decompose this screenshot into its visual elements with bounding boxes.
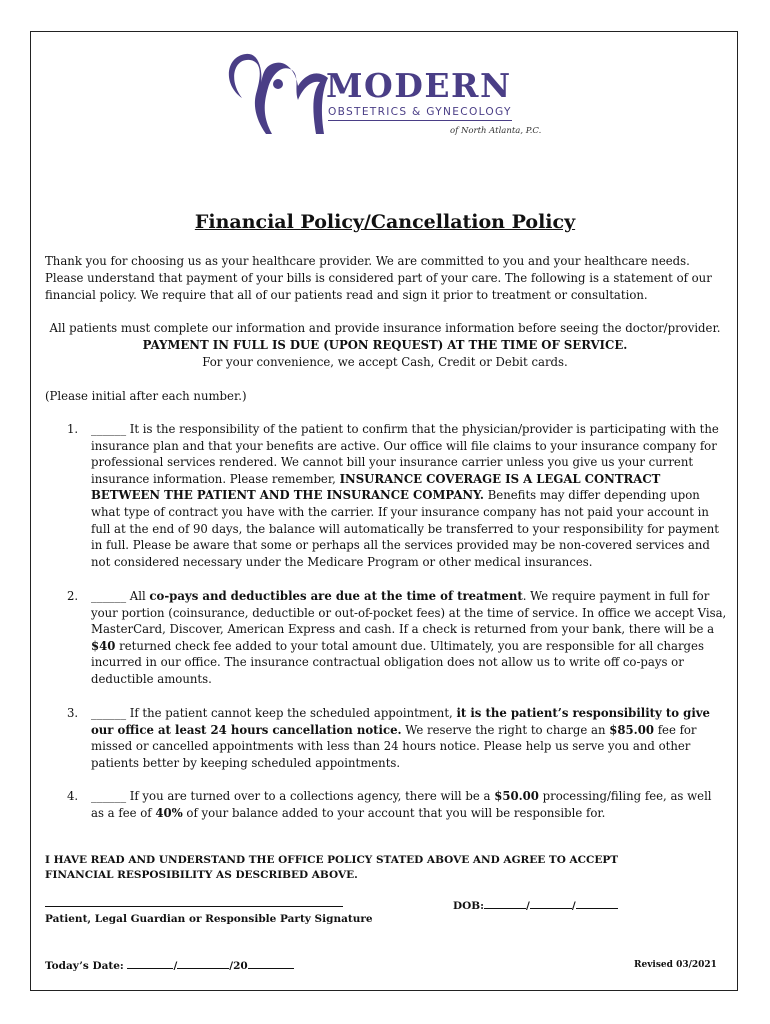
item-bold-text: INSURANCE COVERAGE IS A LEGAL CONTRACT BETWEEN THE PATIENT AND THE INSURANCE COMPANY. <box>91 471 661 503</box>
initial-blank: ______ <box>91 706 127 720</box>
item-bold-text: it is the patient’s responsibility to give our office at least 24 hours cancellation notice. <box>91 706 710 737</box>
item-text: returned check fee added to your total amount due. Ultimately, you are responsible for all charges incurred in our office. The insurance contractual obligation does not allow us to write off co-pays or deductible amounts. <box>91 638 704 686</box>
item-text: If you are turned over to a collections agency, there will be a <box>126 789 495 803</box>
item-text: fee for missed or cancelled appointments with less than 24 hours notice. Please help us serve you and other patients better by keeping scheduled appointments. <box>91 722 697 770</box>
notice-line-3: For your convenience, we accept Cash, Credit or Debit cards. <box>202 355 568 369</box>
item-text: If the patient cannot keep the scheduled appointment, <box>126 706 457 720</box>
page-title: Financial Policy/Cancellation Policy <box>194 211 576 233</box>
acknowledgement-statement: I HAVE READ AND UNDERSTAND THE OFFICE POLICY STATED ABOVE AND AGREE TO ACCEPT FINANCIAL RESPOSIBILITY AS DESCRIBED ABOVE. <box>45 854 619 881</box>
item-text: of your balance added to your account that you will be responsible for. <box>182 805 606 820</box>
initial-note: (Please initial after each number.) <box>45 389 247 403</box>
item-number: 3. <box>67 706 79 720</box>
revision-date: Revised 03/2021 <box>634 960 717 970</box>
policy-item-1 <box>45 421 728 570</box>
item-bold-text: $50.00 <box>494 789 539 803</box>
date-label: Today’s Date: <box>45 960 124 972</box>
practice-logo <box>220 50 560 145</box>
policy-item-2 <box>45 588 728 688</box>
dob-label: DOB: <box>453 900 485 912</box>
item-number: 2. <box>67 589 79 603</box>
item-text: . We require payment in full for your portion (coinsurance, deductible or out-of-pocket fees) at the time of service. In office we accept Visa, MasterCard, Discover, American Express and cash. If a check is returned from your bank, there will be a <box>91 589 727 637</box>
policy-item-4 <box>45 788 728 821</box>
signature-line[interactable] <box>45 896 343 910</box>
initial-blank: ______ <box>91 789 127 803</box>
logo-subtitle: OBSTETRICS & GYNECOLOGY <box>328 106 512 121</box>
item-text: All <box>126 589 150 603</box>
notice-line-2: PAYMENT IN FULL IS DUE (UPON REQUEST) AT THE TIME OF SERVICE. <box>142 338 628 352</box>
figure-logo-icon <box>220 50 330 145</box>
logo-name: MODERN <box>326 66 512 105</box>
item-bold-text: 40% <box>155 805 183 820</box>
date-year-prefix: 20 <box>233 960 248 972</box>
item-bold-text: $40 <box>91 638 116 653</box>
signature-label: Patient, Legal Guardian or Responsible Party Signature <box>45 913 373 925</box>
item-bold-text: co-pays and deductibles are due at the time of treatment <box>149 589 523 603</box>
item-text: processing/filing fee, as well as a fee of <box>91 789 712 820</box>
notice-line-1: All patients must complete our information and provide insurance information before seeing the doctor/provider. <box>49 321 721 335</box>
initial-blank: ______ <box>91 422 127 436</box>
dob-field[interactable]: DOB: / / <box>453 898 618 912</box>
intro-paragraph: Thank you for choosing us as your healthcare provider. We are committed to you and your healthcare needs. Please understand that payment of your bills is considered part of your care. The following is a statement of our financial policy. We require that all of our patients read and sign it prior to treatment or consultation. <box>45 254 712 302</box>
item-text: We reserve the right to charge an <box>401 722 610 737</box>
policy-item-3 <box>45 705 728 771</box>
item-number: 1. <box>67 422 79 436</box>
item-number: 4. <box>67 789 79 803</box>
item-bold-text: $85.00 <box>609 722 654 737</box>
initial-blank: ______ <box>91 589 127 603</box>
item-text: It is the responsibility of the patient to confirm that the physician/provider is participating with the insurance plan and that your benefits are active. Our office will file claims to your insurance company for professional services rendered. We cannot bill your insurance carrier unless you give us your current insurance information. Please remember, <box>91 422 719 486</box>
item-text: Benefits may differ depending upon what type of contract you have with the carrier. If your insurance company has not paid your account in full at the end of 90 days, the balance will automatically be transferred to your responsibility for payment in full. Please be aware that some or perhaps all the services provided may be non-covered services and not considered necessary under the Medicare Program or other medical insurances. <box>91 488 720 569</box>
todays-date-field[interactable]: Today’s Date: / /20 <box>45 958 294 972</box>
logo-location: of North Atlanta, P.C. <box>450 126 542 136</box>
